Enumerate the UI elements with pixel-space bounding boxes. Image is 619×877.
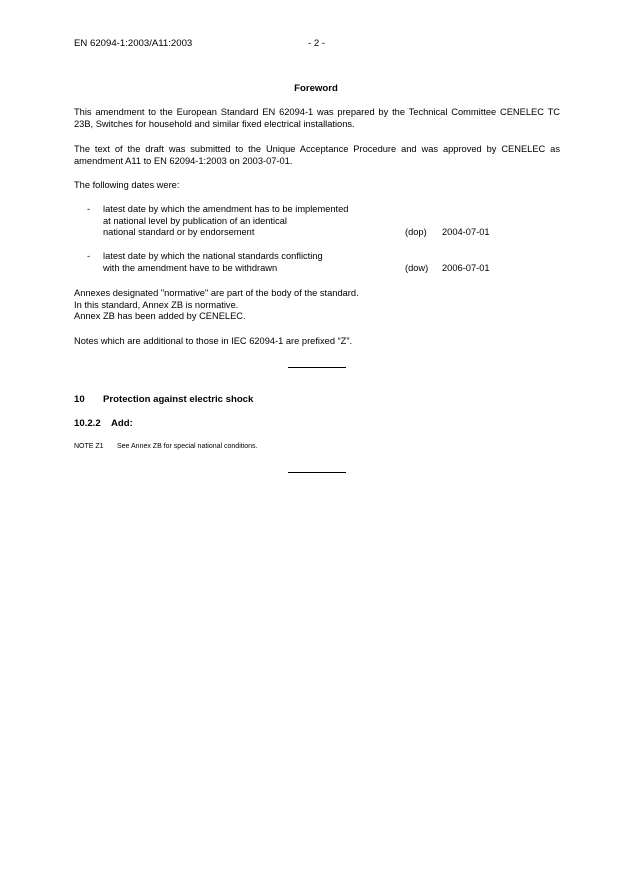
- date-item-date: 2004-07-01: [442, 227, 490, 237]
- date-item-line: national standard or by endorsement: [103, 227, 255, 237]
- date-item-line: latest date by which the national standards conflicting: [103, 251, 323, 261]
- annex-line: In this standard, Annex ZB is normative.: [74, 299, 239, 310]
- date-item-line: with the amendment have to be withdrawn: [103, 262, 278, 273]
- subclause-title: Add:: [111, 418, 133, 429]
- date-item-bullet: -: [87, 251, 91, 261]
- date-item-line: latest date by which the amendment has to be implemented: [103, 204, 349, 214]
- annex-statement: [74, 288, 560, 323]
- clause-number: 10: [74, 394, 85, 405]
- date-item-description: [103, 251, 323, 274]
- page-number: - 2 -: [308, 38, 326, 49]
- notes-statement: Notes which are additional to those in IEC 62094-1 are prefixed “Z”.: [74, 336, 353, 346]
- date-item-code: (dop): [405, 227, 427, 237]
- date-item-description: [103, 204, 348, 239]
- foreword-title: Foreword: [294, 83, 338, 94]
- subclause-number: 10.2.2: [74, 418, 101, 429]
- date-item-bullet: -: [87, 204, 91, 214]
- document-reference: EN 62094-1:2003/A11:2003: [74, 38, 193, 49]
- date-item-date: 2006-07-01: [442, 263, 490, 273]
- note-label: NOTE Z1: [74, 443, 104, 450]
- dates-intro: The following dates were:: [74, 180, 180, 190]
- foreword-paragraph-1: This amendment to the European Standard EN 62094-1 was prepared by the Technical Committee CENELEC TC 23B, Switches for household and similar fixed electrical installations.: [74, 107, 560, 129]
- date-item-line: at national level by publication of an identical: [103, 215, 287, 226]
- section-divider: [288, 367, 346, 368]
- note-text: See Annex ZB for special national conditions.: [117, 443, 258, 450]
- section-divider: [288, 472, 346, 473]
- date-item-code: (dow): [405, 263, 429, 273]
- annex-line: Annexes designated "normative" are part of the body of the standard.: [74, 288, 359, 298]
- clause-title: Protection against electric shock: [103, 394, 254, 405]
- annex-line: Annex ZB has been added by CENELEC.: [74, 311, 246, 321]
- foreword-paragraph-2: The text of the draft was submitted to the Unique Acceptance Procedure and was approved by CENELEC as amendment A11 to EN 62094-1:2003 on 2003-07-01.: [74, 144, 560, 166]
